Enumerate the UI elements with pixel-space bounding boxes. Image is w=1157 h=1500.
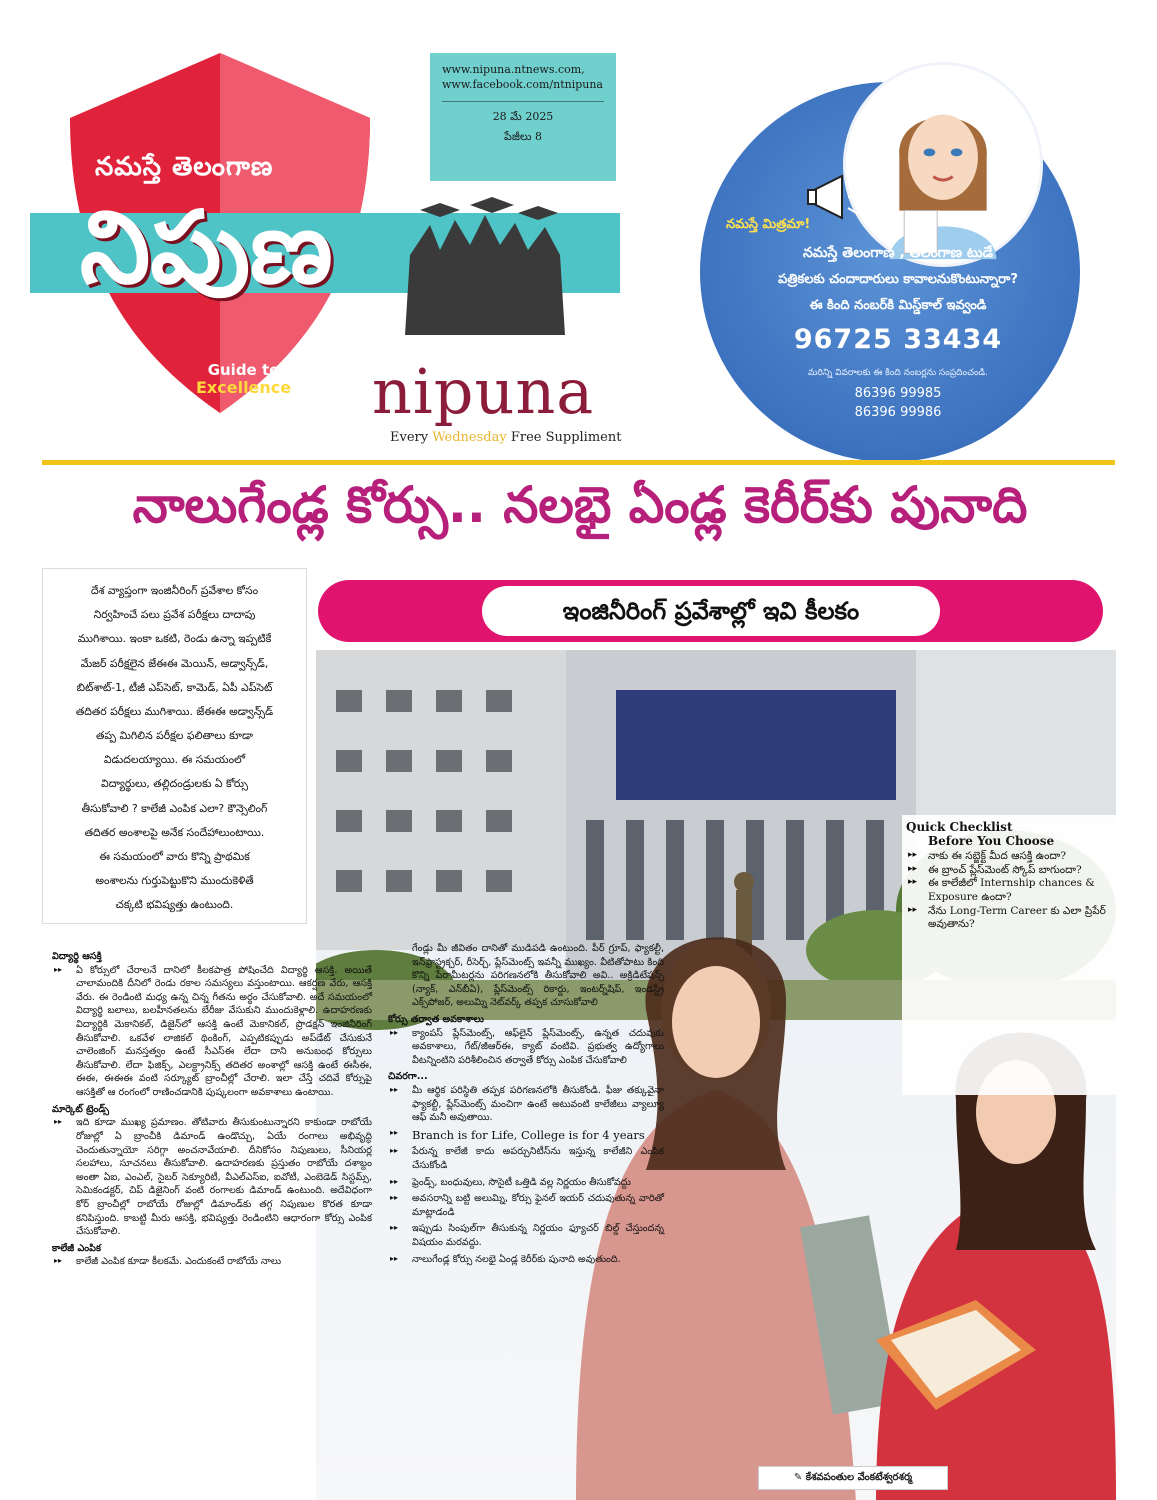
brand-name: నమస్తే తెలంగాణ [95, 152, 274, 182]
author-name: కేశవపంతుల వేంకటేశ్వరశర్మ [805, 1472, 913, 1483]
intro-line: నిర్వహించే పలు ప్రవేశ పరీక్షలు దాదాపు [93, 608, 256, 622]
article-column-2 [388, 942, 664, 1269]
website-url: www.nipuna.ntnews.com, [442, 63, 585, 76]
checklist-subtitle: Before You Choose [928, 834, 1055, 848]
promo-line3: ఈ కింది నంబర్‌కి మిస్డ్‌కాల్ ఇవ్వండి [809, 298, 987, 313]
intro-line: అంశాలను గుర్తుపెట్టుకొని ముందుకెళితే [95, 874, 254, 888]
checklist-item: ▸▸ ఈ బ్రాంచ్ ప్లేస్‌మెంట్ స్కోప్ బాగుందా? [906, 864, 1114, 878]
intro-line: ముగిశాయి. ఇంకా ఒకటి, రెండు ఉన్నా ఇప్పటికే [77, 632, 272, 646]
section-text: ▸▸ కాలేజీ ఎంపిక కూడా కీలకమే. ఎందుకంటే రాబోయే నాలు [52, 1255, 372, 1269]
section-text: ▸▸ ఇది కూడా ముఖ్య ప్రమాణం. తోటివారు తీసుకుంటున్నారని కాకుండా రాబోయే రోజుల్లో ఏ బ్రాంచీకి డిమాండ్ ఉండొచ్చు, ఏయే రంగాలు అభివృద్ధి చెందుతున్నాయో సరిగ్గా అంచనావేయాలి. దీనికోసం నిపుణులు, సీనియర్ల సలహాలు, సూచనలు తీసుకోవాలి. ఉదాహరణకు ప్రస్తుతం రాబోయే దశాబ్దం అంతా ఏఐ, ఎంఎల్, సైబర్ సెక్యూరిటీ, వీఎల్‌ఎస్‌ఐ, ఐవోటీ, ఎంబెడెడ్ సిస్టమ్స్, సెమికండక్టర్, చిప్ డిజైనింగ్ వంటి రంగాలకు డిమాండ్ ఉంటుంది. అదేవిధంగా కోర్ బ్రాంచీల్లో రాబోయే రోజుల్లో డిమాండ్‌కు తగ్గ నిపుణుల కొరత కూడా కనిపిస్తుంది. కాబట్టి మీరు ఆసక్తి, భవిష్యత్తు రెండింటిని ఆధారంగా కోర్సు ఎంపిక చేసుకోవాలి. [52, 1116, 372, 1238]
checklist-item: ▸▸ ఈ కాలేజీలో Internship chances & Exposure ఉందా? [906, 877, 1114, 904]
promo-contact-number-1: 86396 99985 [854, 386, 942, 401]
megaphone-icon [806, 172, 862, 222]
intro-line: విడుదలయ్యాయి. ఈ సమయంలో [103, 753, 246, 767]
section-title: చివరగా... [388, 1071, 428, 1083]
section-text: ▸▸ ఏ కోర్సులో చేరాలనే దానిలో కీలకపాత్ర పోషించేది విద్యార్థి ఆసక్తి. అయితే చాలామందికి దీనిలో రెండు రకాల సమస్యలు వస్తుంటాయి. ఆకర్షణ వేరు, ఆసక్తి వేరు. ఈ రెండింటి మధ్య ఉన్న చిన్న గీతను అర్థం చేసుకోవాలి. అదే సమయంలో విద్యార్థి బలాలు, బలహీనతలను బేరీజు వేసుకుని ముందుకెళ్లాలి. ఉదాహరణకు విద్యార్థికి మెకానికల్, డిజైన్‌లో ఆసక్తి ఉంటే మెకానికల్, ప్రొడక్షన్ ఇంజినీరింగ్ తీసుకోవాలి. ఒకవేళ లాజికల్ థింకింగ్, ఎప్పటికప్పుడు అప్‌డేట్ చేసుకునే చాలెంజింగ్ మనస్తత్వం ఉంటే సీఎస్‌ఈ లేదా దాని అనుబంధ కోర్సులు తీసుకోవాలి. లేదా ఫిజిక్స్, ఎలక్ట్రానిక్స్ తదితర అంశాల్లో ఆసక్తి ఉంటే ఈసీఈ, ఈఈ, ఈఈఈ వంటి సర్క్యూట్ బ్రాంచీల్లో చేరాలి. ఇలా చేస్తే చదివే కోర్సుపై ఆసక్తితో ఆ రంగంలో రాణించడానికి పుష్కలంగా అవకాశాలు ఉంటాయి. [52, 964, 372, 1100]
bullet-item: ▸▸ Branch is for Life, College is for 4 years [388, 1128, 664, 1142]
promo-contact-number-2: 86396 99986 [854, 405, 942, 420]
section-title: కాలేజీ ఎంపిక [52, 1242, 101, 1254]
author-byline [758, 1466, 948, 1490]
bullet-item: ▸▸ పేరున్న కాలేజీ కాదు అపర్చునిటీస్‌ను ఇస్తున్న కాలేజీని ఎంపిక చేసుకోండి [388, 1145, 664, 1172]
article-column-1 [52, 948, 372, 1272]
nipuna-wordmark: nipuna [372, 355, 595, 428]
continued-text: గేండ్లు మీ జీవితం దానితో ముడిపడి ఉంటుంది. పీర్ గ్రూప్, ఫ్యాకల్టీ, ఇన్‌ఫ్రాస్ట్రక్చర్, రీసెర్చ్, ప్లేస్‌మెంట్స్ ఇవన్నీ ముఖ్యం. వీటితోపాటు కింది కొన్ని పేరామీటర్లను పరిగణనలోకి తీసుకోవాలి అవి.. అక్రిడిటేషన్స్ (న్యాక్, ఎన్‌బీఏ), ప్లేస్‌మెంట్స్ రికార్డు, ఇంటర్న్‌షిప్, ఇండస్ట్రీ ఎక్స్‌పోజర్, అలుమ్ని నెట్‌వర్క్ తప్పక చూసుకోవాలి [412, 943, 664, 1009]
page-headline: నాలుగేండ్ల కోర్సు.. నలభై ఏండ్ల కెరీర్‌కు పునాది [132, 476, 1028, 534]
bullet-item: ▸▸ అవసరాన్ని బట్టి అలుమ్ని, కోర్సు ఫైనల్ ఇయర్ చదువుతున్న వారితో మాట్లాడండి [388, 1192, 664, 1219]
operator-avatar [843, 62, 1043, 267]
graduates-crowd-icon [400, 195, 570, 335]
intro-line: విద్యార్థులు, తల్లిదండ్రులకు ఏ కోర్సు [101, 777, 248, 791]
bullet-item: ▸▸ మీ ఆర్థిక పరిస్థితి తప్పక పరిగణనలోకి తీసుకోండి. ఫీజు తక్కువైనా ఫ్యాకల్టీ, ప్లేస్‌మెంట్స్ మంచిగా ఉంటే అటువంటి కాలేజీలు వ్యాల్యూ ఆఫ్ మనీ అవుతాయి. [388, 1084, 664, 1125]
checklist-item: ▸▸ నాకు ఈ సబ్జెక్ట్ మీద ఆసక్తి ఉందా? [906, 850, 1114, 864]
bullet-item: ▸▸ ఫ్రెండ్స్, బంధువులు, సొసైటీ ఒత్తిడి వల్ల నిర్ణయం తీసుకోవద్దు [388, 1176, 664, 1190]
intro-line: తదితర అంశాలపై అనేక సందేహాలుంటాయి. [84, 825, 265, 839]
intro-box [42, 568, 307, 924]
info-divider [442, 101, 604, 102]
checklist-item: ▸▸ నేను Long-Term Career కు ఎలా ప్రిపేర్ అవుతాను? [906, 905, 1114, 932]
facebook-url: www.facebook.com/ntnipuna [442, 77, 603, 91]
section-title: మార్కెట్ ట్రెండ్స్ [52, 1103, 110, 1115]
subhead-text: ఇంజినీరింగ్ ప్రవేశాల్లో ఇవి కీలకం [482, 586, 940, 636]
bullet-item: ▸▸ నాలుగేండ్ల కోర్సు నలభై ఏండ్ల కెరీర్‌కు పునాది అవుతుంది. [388, 1253, 664, 1267]
section-text: ▸▸ క్యాంపస్ ప్లేస్‌మెంట్స్, ఆఫ్‌లైన్ ప్లేస్‌మెంట్స్, ఉన్నత చదువుకు అవకాశాలు, గేట్/జీఆర్‌ఈ, క్యాట్ వంటివి. ప్రభుత్వ ఉద్యోగాలు వీటన్నింటిని పరిశీలించిన తర్వాతే కోర్సు ఎంపిక చేసుకోవాలి [388, 1027, 664, 1068]
issue-date: 28 మే 2025 [492, 109, 554, 123]
section-title: విద్యార్థి ఆసక్తి [52, 951, 102, 962]
page-count: పేజీలు 8 [504, 129, 542, 143]
guide-badge [196, 362, 291, 398]
tagline-before: Every [390, 430, 433, 445]
intro-line: ఈ సమయంలో వారు కొన్ని ప్రాథమిక [99, 849, 250, 863]
promo-line2: పత్రికలకు చందాదారులు కావాలనుకొంటున్నారా? [778, 272, 1018, 287]
bullet-item: ▸▸ ఇప్పుడు సింపుల్‌గా తీసుకున్న నిర్ణయం ఫ్యూచర్ బిల్డ్ చేస్తుందన్న విషయం మరవద్దు. [388, 1222, 664, 1249]
promo-note: మరిన్ని వివరాలకు ఈ కింది నంబర్లను సంప్రదించండి. [807, 368, 989, 378]
pen-icon: ✎ [793, 1472, 806, 1483]
intro-line: తప్ప మిగిలిన పరీక్షల ఫలితాలు కూడా [96, 729, 253, 743]
tagline-after: Free Suppliment [506, 430, 622, 445]
promo-line1: నమస్తే తెలంగాణ , తెలంగాణ టుడే [802, 245, 994, 261]
guide-line1: Guide to [207, 361, 280, 379]
masthead-divider [42, 460, 1115, 465]
tagline [390, 430, 621, 445]
edition-info-box [430, 53, 616, 181]
section-title: కోర్సు తర్వాత అవకాశాలు [388, 1014, 484, 1026]
tagline-wednesday: Wednesday [432, 430, 507, 445]
intro-line: బిట్‌శాట్-1, టీజీ ఎప్‌సెట్, కామెడ్, ఏపీ ఎప్‌సెట్ [76, 680, 273, 694]
intro-line: తీసుకోవాలి ? కాలేజీ ఎంపిక ఎలా? కౌన్సెలింగ్ [81, 801, 268, 815]
intro-line: మేజర్ పరీక్షలైన జేఈఈ మెయిన్, అడ్వాన్స్‌డ్, [80, 656, 269, 670]
intro-line: తదితర పరీక్షలు ముగిశాయి. జేఈఈ అడ్వాన్స్‌డ్ [75, 704, 274, 718]
subscription-promo [688, 62, 1108, 446]
promo-missed-call-number: 96725 33434 [793, 324, 1003, 355]
checklist-title: Quick Checklist [906, 820, 1013, 834]
guide-line2: Excellence [196, 378, 292, 398]
logo-wordmark: నిపుణ [80, 189, 333, 306]
intro-line: దేశ వ్యాప్తంగా ఇంజినీరింగ్ ప్రవేశాల కోసం [90, 584, 259, 597]
quick-checklist [906, 820, 1114, 932]
promo-greeting: నమస్తే మిత్రమా! [726, 217, 811, 232]
intro-line: చక్కటి భవిష్యత్తు ఉంటుంది. [115, 898, 234, 912]
